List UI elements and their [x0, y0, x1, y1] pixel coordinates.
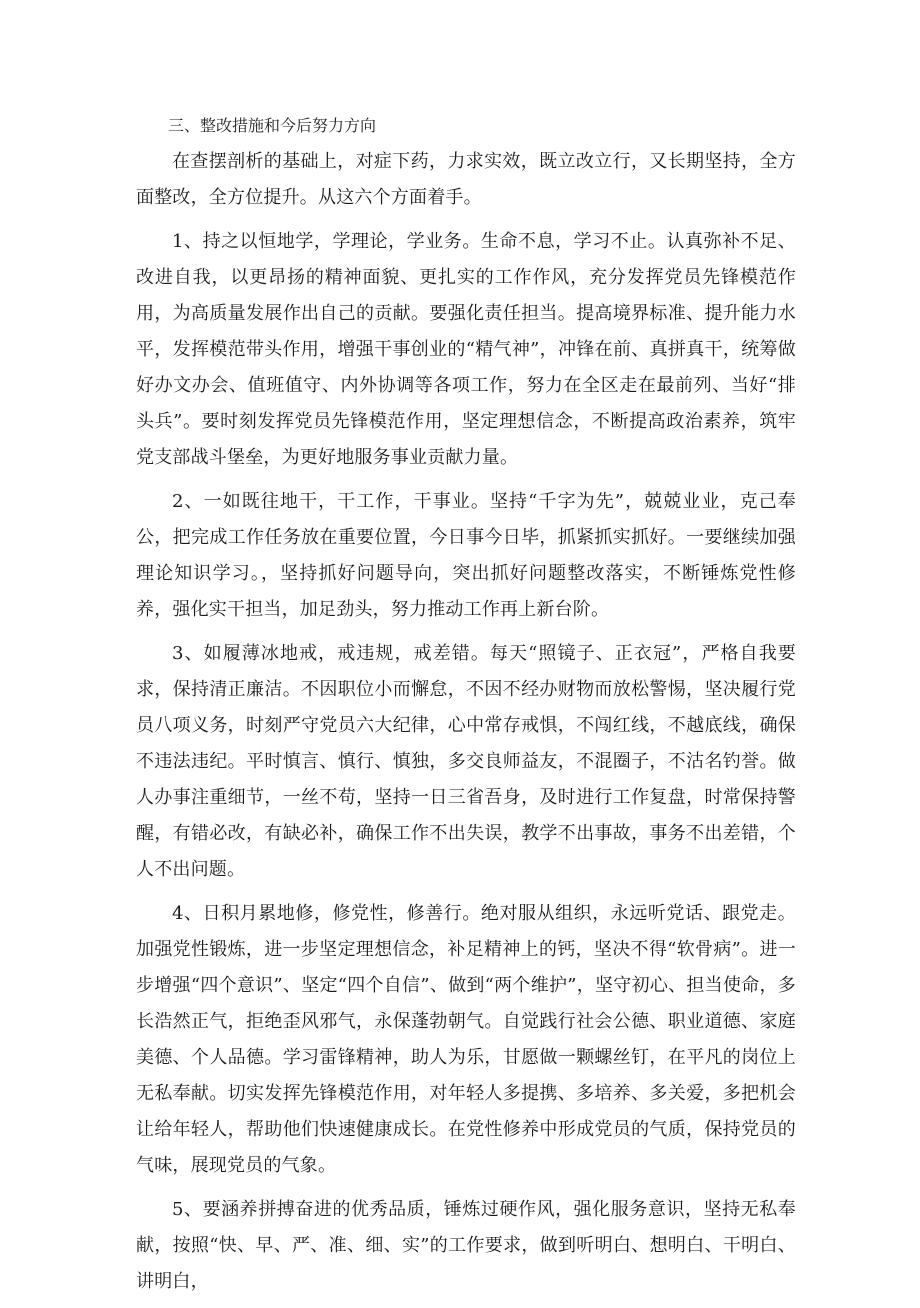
paragraph-3: 3、如履薄冰地戒，戒违规，戒差错。每天“照镜子、正衣冠”，严格自我要求，保持清正廉洁。不因职位小而懈怠，不因不经办财物而放松警惕，坚决履行党员八项义务，时刻严守党员六大纪律，心中常存戒惧，不闯红线，不越底线，确保不违法违纪。平时慎言、慎行、慎独，多交良师益友，不混圈子，不沽名钓誉。做人办事注重细节，一丝不苟，坚持一日三省吾身，及时进行工作复盘，时常保持警醒，有错必改，有缺必补，确保工作不出失误，教学不出事故，事务不出差错，个人不出问题。 — [136, 643, 796, 880]
paragraph-intro: 在查摆剖析的基础上，对症下药，力求实效，既立改立行，又长期坚持，全方面整改，全方位提升。从这六个方面着手。 — [136, 151, 796, 208]
paragraph-1: 1、持之以恒地学，学理论，学业务。生命不息，学习不止。认真弥补不足、改进自我，以更昂扬的精神面貌、更扎实的工作作风，充分发挥党员先锋模范作用，为高质量发展作出自己的贡献。要强化责任担当。提高境界标准、提升能力水平，发挥模范带头作用，增强干事创业的“精气神”，冲锋在前、真拼真干，统筹做好办文办会、值班值守、内外协调等各项工作，努力在全区走在最前列、当好“排头兵”。要时刻发挥党员先锋模范作用，坚定理想信念，不断提高政治素养，筑牢党支部战斗堡垒，为更好地服务事业贡献力量。 — [136, 231, 796, 468]
paragraph-2: 2、一如既往地干，干工作，干事业。坚持“千字为先”，兢兢业业，克己奉公，把完成工作任务放在重要位置，今日事今日毕，抓紧抓实抓好。一要继续加强理论知识学习。，坚持抓好问题导向，突出抓好问题整改落实，不断锤炼党性修养，强化实干担当，加足劲头，努力推动工作再上新台阶。 — [136, 491, 796, 620]
paragraph-4: 4、日积月累地修，修党性，修善行。绝对服从组织，永远听党话、跟党走。加强党性锻炼，进一步坚定理想信念，补足精神上的钙，坚决不得“软骨病”。进一步增强“四个意识”、坚定“四个自信”、做到“两个维护”，坚守初心、担当使命，多长浩然正气，拒绝歪风邪气，永保蓬勃朝气。自觉践行社会公德、职业道德、家庭美德、个人品德。学习雷锋精神，助人为乐，甘愿做一颗螺丝钉，在平凡的岗位上无私奉献。切实发挥先锋模范作用，对年轻人多提携、多培养、多关爱，多把机会让给年轻人，帮助他们快速健康成长。在党性修养中形成党员的气质，保持党员的气味，展现党员的气象。 — [136, 903, 796, 1176]
section-heading: 三、整改措施和今后努力方向 — [168, 116, 377, 135]
document-page — [136, 112, 796, 1308]
paragraph-5: 5、要涵养拼搏奋进的优秀品质，锤炼过硬作风，强化服务意识，坚持无私奉献，按照“快、早、严、准、细、实”的工作要求，做到听明白、想明白、干明白、讲明白， — [136, 1199, 796, 1292]
